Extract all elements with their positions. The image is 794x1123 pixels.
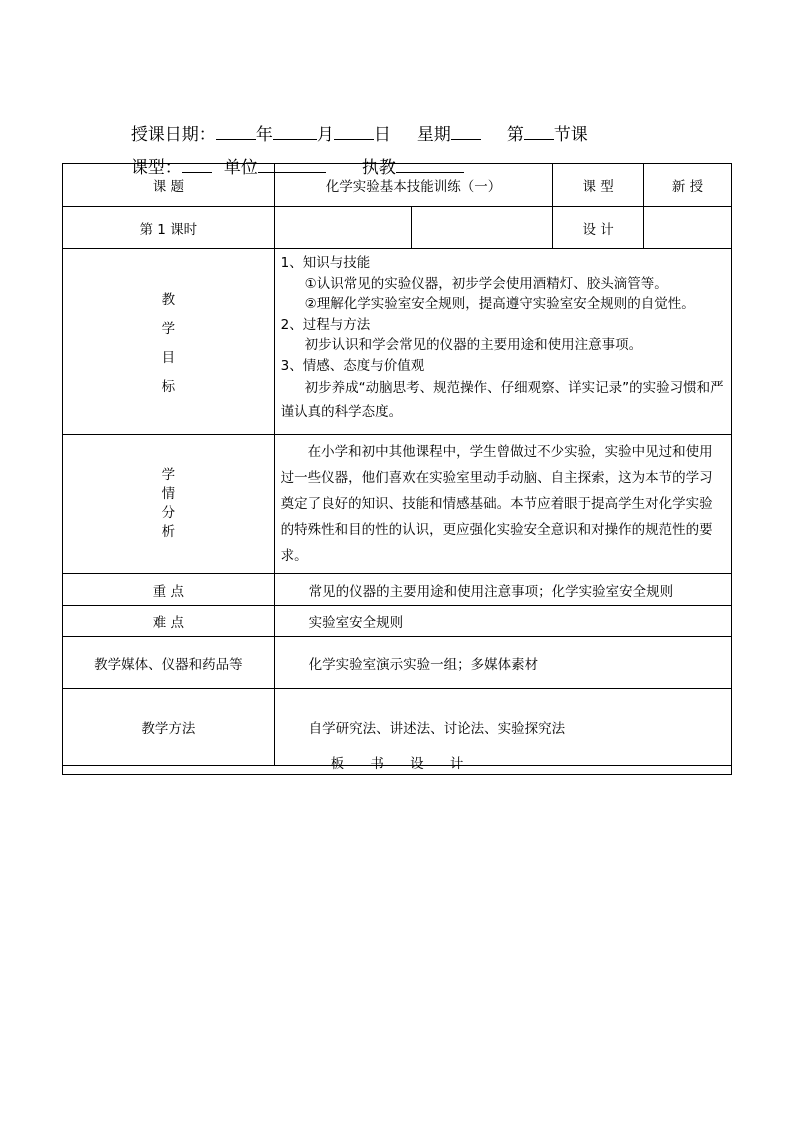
objectives-row (63, 249, 732, 435)
year-label: 年 (255, 125, 273, 145)
key-point-value: 常见的仪器的主要用途和使用注意事项；化学实验室安全规则 (274, 574, 731, 606)
method-label: 教学方法 (63, 689, 275, 766)
analysis-label-1: 学 (161, 467, 176, 483)
topic-value: 化学实验基本技能训练（一） (274, 164, 553, 207)
analysis-label-3: 分 (161, 505, 176, 521)
objective-line-4: 初步养成“动脑思考、规范操作、仔细观察、详实记录”的实验习惯和严谨认真的科学态度。 (280, 380, 724, 420)
difficult-point-row (63, 606, 732, 637)
media-value: 化学实验室演示实验一组；多媒体素材 (274, 637, 731, 689)
hour-row (63, 207, 732, 249)
unit-label: 单位 (223, 158, 258, 178)
analysis-label-4: 析 (161, 524, 176, 540)
hour-cell-2[interactable] (412, 207, 553, 249)
objectives-label (63, 249, 275, 435)
analysis-label (63, 435, 275, 574)
analysis-content: 在小学和初中其他课程中，学生曾做过不少实验，实验中见过和使用过一些仪器，他们喜欢在实验室里动手动脑、自主探索，这为本节的学习奠定了良好的知识、技能和情感基础。本节应着眼于提高学生对化学实验的特殊性和目的性的认识，更应强化实验安全意识和对操作的规范性的要求。 (274, 435, 731, 574)
board-design-label: 板 书 设 计 (330, 756, 464, 772)
objectives-label-2: 学 (161, 321, 176, 337)
period-prefix: 第 (506, 125, 524, 145)
teacher-label: 执教 (361, 158, 396, 178)
method-value: 自学研究法、讲述法、讨论法、实验探究法 (274, 689, 731, 766)
key-point-label: 重 点 (63, 574, 275, 606)
design-cell[interactable] (644, 207, 732, 249)
month-label: 月 (316, 125, 334, 145)
analysis-label-2: 情 (161, 486, 176, 502)
difficult-point-label: 难 点 (63, 606, 275, 637)
topic-row (63, 164, 732, 207)
day-label: 日 (373, 125, 391, 145)
date-prefix: 授课日期： (130, 125, 216, 145)
analysis-row (63, 435, 732, 574)
media-row (63, 637, 732, 689)
objectives-content (274, 249, 731, 435)
type-value-cell: 新 授 (644, 164, 732, 207)
hour-label: 第 1 课时 (63, 207, 275, 249)
hour-cell-1[interactable] (274, 207, 412, 249)
design-label: 设 计 (553, 207, 644, 249)
type-label-cell: 课 型 (553, 164, 644, 207)
difficult-point-value: 实验室安全规则 (274, 606, 731, 637)
objectives-label-1: 教 (161, 292, 176, 308)
type-label: 课型： (130, 158, 182, 178)
lesson-plan-table (62, 163, 732, 766)
objectives-label-4: 标 (161, 379, 176, 395)
period-suffix: 节课 (553, 125, 588, 145)
objective-line-2: ②理解化学实验室安全规则，提高遵守实验室安全规则的自觉性。 (304, 296, 695, 312)
objective-line-3: 初步认识和学会常见的仪器的主要用途和使用注意事项。 (304, 337, 643, 353)
topic-label: 课 题 (63, 164, 275, 207)
objectives-label-3: 目 (161, 350, 176, 366)
board-design-row (62, 754, 732, 775)
objective-heading-1: 1、知识与技能 (280, 255, 371, 271)
objective-heading-3: 3、情感、态度与价值观 (280, 357, 425, 374)
objective-line-1: ①认识常见的实验仪器，初步学会使用酒精灯、胶头滴管等。 (304, 275, 668, 292)
objective-heading-2: 2、过程与方法 (280, 316, 371, 333)
period-blank[interactable] (524, 123, 554, 140)
weekday-label: 星期 (416, 125, 451, 145)
media-label: 教学媒体、仪器和药品等 (63, 637, 275, 689)
key-point-row (63, 574, 732, 606)
